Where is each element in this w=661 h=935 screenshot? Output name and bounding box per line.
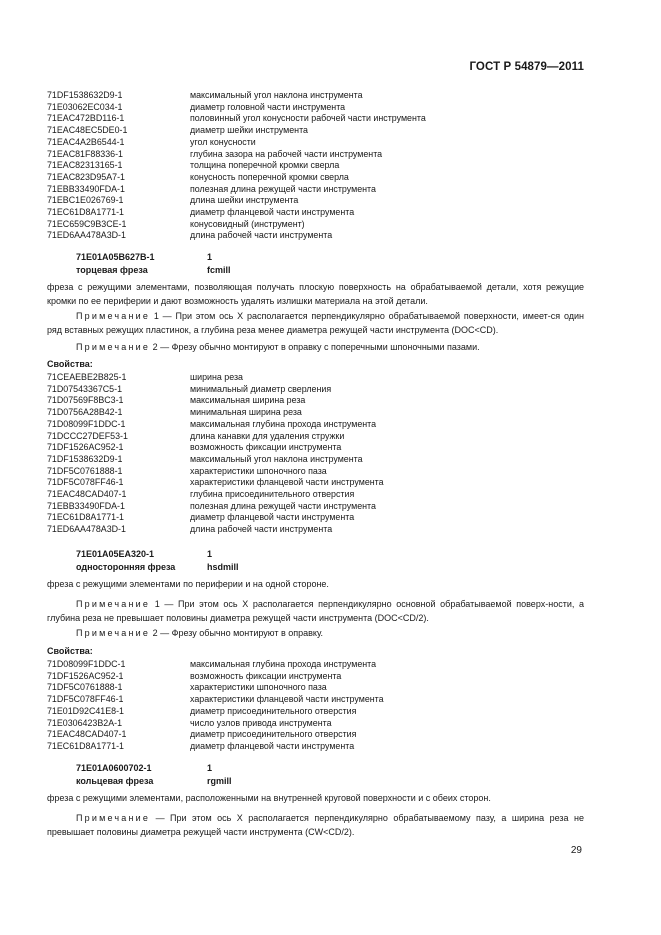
property-code: 71EAC48EC5DE0-1 <box>47 125 128 136</box>
entity-code: 71E01A0600702-1 <box>76 763 152 773</box>
property-description: характеристики шпоночного паза <box>190 682 327 693</box>
property-row <box>47 160 426 172</box>
property-code: 71DF1538632D9-1 <box>47 90 123 100</box>
definition-3: фреза с режущими элементами, расположенными на внутренней круговой поверхности и с обеих сторон. <box>47 793 491 803</box>
property-description: диаметр фланцевой части инструмента <box>190 207 355 218</box>
property-code: 71DF5C0761888-1 <box>47 465 123 476</box>
property-code: 71ED6AA478A3D-1 <box>47 230 126 241</box>
property-code: 71D08099F1DDC-1 <box>47 659 126 669</box>
note-body: 2 — Фрезу обычно монтируют в оправку с поперечными шпоночными пазами. <box>150 342 480 352</box>
property-description: диаметр фланцевой части инструмента <box>190 512 355 523</box>
property-row <box>47 659 384 671</box>
definition-2: фреза с режущими элементами по периферии и на одной стороне. <box>47 579 329 589</box>
entity-ring-mill <box>76 762 232 787</box>
property-row <box>47 466 384 478</box>
entity-ident: fcmill <box>207 264 231 275</box>
property-row <box>47 741 384 753</box>
property-row <box>47 501 384 513</box>
property-description: максимальный угол наклона инструмента <box>190 453 363 464</box>
property-description: диаметр присоединительного отверстия <box>190 729 357 740</box>
property-description: число узлов привода инструмента <box>190 717 332 728</box>
property-row <box>47 207 426 219</box>
property-row <box>47 90 426 102</box>
property-row <box>47 489 384 501</box>
property-row <box>47 512 384 524</box>
property-code: 71DF5C078FF46-1 <box>47 694 124 705</box>
page-number: 29 <box>570 845 582 856</box>
property-code: 71EAC4A2B6544-1 <box>47 136 125 147</box>
property-row <box>47 149 426 161</box>
property-description: толщина поперечной кромки сверла <box>190 160 340 171</box>
property-code: 71EAC48CAD407-1 <box>47 489 127 500</box>
entity-name: односторонняя фреза <box>76 561 176 572</box>
entity-version: 1 <box>207 252 213 262</box>
property-description: полезная длина режущей части инструмента <box>190 500 376 511</box>
note-2-1 <box>47 598 584 625</box>
property-code: 71DCCC27DEF53-1 <box>47 430 128 441</box>
property-code: 71DF5C0761888-1 <box>47 682 123 693</box>
note-body: 2 — Фрезу обычно монтируют в оправку. <box>150 628 324 638</box>
property-description: максимальная ширина реза <box>190 395 306 406</box>
property-code: 71ED6AA478A3D-1 <box>47 524 126 535</box>
property-description: диаметр головной части инструмента <box>190 101 346 112</box>
property-list-1 <box>47 90 426 242</box>
property-description: длина канавки для удаления стружки <box>190 430 345 441</box>
entity-half-side-mill <box>76 548 239 573</box>
property-row <box>47 419 384 431</box>
property-row <box>47 113 426 125</box>
entity-name: кольцевая фреза <box>76 775 154 786</box>
property-code: 71CEAEBE2B825-1 <box>47 372 127 382</box>
property-description: максимальный угол наклона инструмента <box>190 90 363 100</box>
property-row <box>47 729 384 741</box>
property-row <box>47 395 384 407</box>
property-description: длина рабочей части инструмента <box>190 524 333 535</box>
entity-version: 1 <box>207 549 213 559</box>
property-description: возможность фиксации инструмента <box>190 670 342 681</box>
property-description: характеристики шпоночного паза <box>190 465 327 476</box>
property-description: конусность поперечной кромки сверла <box>190 171 349 182</box>
property-code: 71DF1526AC952-1 <box>47 670 124 681</box>
note-label: Примечание <box>76 599 151 609</box>
property-description: половинный угол конусности рабочей части инструмента <box>190 113 426 124</box>
property-code: 71E0306423B2A-1 <box>47 717 123 728</box>
property-code: 71EAC82313165-1 <box>47 160 123 171</box>
property-description: полезная длина режущей части инструмента <box>190 183 376 194</box>
property-row <box>47 372 384 384</box>
property-row <box>47 102 426 114</box>
note-1-2 <box>47 341 584 355</box>
property-description: возможность фиксации инструмента <box>190 442 342 453</box>
property-code: 71DF1538632D9-1 <box>47 453 123 464</box>
note-label: Примечание <box>76 342 151 352</box>
property-row <box>47 230 426 242</box>
property-description: минимальный диаметр сверления <box>190 383 332 394</box>
property-code: 71E01D92C41E8-1 <box>47 705 124 716</box>
property-description: длина шейки инструмента <box>190 195 299 206</box>
property-code: 71EAC81F88336-1 <box>47 148 123 159</box>
property-row <box>47 195 426 207</box>
property-row <box>47 125 426 137</box>
property-description: максимальная глубина прохода инструмента <box>190 659 377 669</box>
note-label: Примечание <box>76 311 151 321</box>
property-description: глубина зазора на рабочей части инструмента <box>190 148 383 159</box>
definition-1: фреза с режущими элементами, позволяющая получать плоскую поверхность на обрабатываемой детали, хотя режущие кромки по ее периферии и дают возможность удалять излишки материала на этой детали. <box>47 282 584 306</box>
property-row <box>47 137 426 149</box>
note-label: Примечание <box>76 813 151 823</box>
property-row <box>47 172 426 184</box>
entity-face-mill <box>76 251 231 276</box>
property-row <box>47 671 384 683</box>
property-row <box>47 477 384 489</box>
property-row <box>47 524 384 536</box>
note-body: 1 — При этом ось X располагается перпендикулярно основной обрабатываемой поверх-ности, а глубина реза не превышает половины диаметра режущей части инструмента (DOC<CD/2). <box>47 599 584 623</box>
entity-version: 1 <box>207 763 213 773</box>
property-code: 71D08099F1DDC-1 <box>47 418 126 429</box>
property-description: диаметр присоединительного отверстия <box>190 705 357 716</box>
property-description: характеристики фланцевой части инструмента <box>190 694 384 705</box>
property-code: 71EC61D8A1771-1 <box>47 207 124 218</box>
property-code: 71D0756A28B42-1 <box>47 407 123 418</box>
property-row <box>47 454 384 466</box>
property-code: 71D07569F8BC3-1 <box>47 395 124 406</box>
property-row <box>47 184 426 196</box>
entity-ident: hsdmill <box>207 561 239 572</box>
property-row <box>47 431 384 443</box>
property-code: 71DF5C078FF46-1 <box>47 477 124 488</box>
property-row <box>47 694 384 706</box>
property-description: ширина реза <box>190 372 243 382</box>
property-row <box>47 384 384 396</box>
properties-title-2: Свойства: <box>47 646 93 656</box>
property-description: максимальная глубина прохода инструмента <box>190 418 377 429</box>
property-code: 71E03062EC034-1 <box>47 101 123 112</box>
property-code: 71EC659C9B3CE-1 <box>47 218 127 229</box>
property-description: глубина присоединительного отверстия <box>190 489 355 500</box>
property-code: 71D07543367C5-1 <box>47 383 123 394</box>
entity-ident: rgmill <box>207 775 232 786</box>
property-description: характеристики фланцевой части инструмента <box>190 477 384 488</box>
property-row <box>47 442 384 454</box>
note-3 <box>47 812 584 839</box>
property-row <box>47 682 384 694</box>
note-body: 1 — При этом ось X располагается перпендикулярно обрабатываемой поверхности, имеет-ся один ряд вставных режущих пластинок, а глубина реза менее диаметра режущей части инструмента (DOC<CD). <box>47 311 584 335</box>
property-description: угол конусности <box>190 136 256 147</box>
property-description: конусовидный (инструмент) <box>190 218 305 229</box>
property-description: диаметр шейки инструмента <box>190 125 308 136</box>
property-code: 71EAC472BD116-1 <box>47 113 125 124</box>
property-row <box>47 706 384 718</box>
standard-header: ГОСТ Р 54879—2011 <box>469 61 584 73</box>
property-row <box>47 718 384 730</box>
property-code: 71EAC48CAD407-1 <box>47 729 127 740</box>
note-1-1 <box>47 310 584 337</box>
property-row <box>47 407 384 419</box>
property-code: 71EAC823D95A7-1 <box>47 171 125 182</box>
property-code: 71EBC1E026769-1 <box>47 195 124 206</box>
property-list-3 <box>47 659 384 753</box>
entity-name: торцевая фреза <box>76 264 148 275</box>
property-code: 71EC61D8A1771-1 <box>47 512 124 523</box>
note-body: — При этом ось X располагается перпендикулярно обрабатываемому пазу, а ширина реза не превышает половины диаметра режущей части инструмента (CW<CD/2). <box>47 813 584 837</box>
property-description: диаметр фланцевой части инструмента <box>190 740 355 751</box>
property-description: минимальная ширина реза <box>190 407 302 418</box>
property-code: 71EC61D8A1771-1 <box>47 740 124 751</box>
note-label: Примечание <box>76 628 151 638</box>
entity-code: 71E01A05EA320-1 <box>76 549 155 559</box>
property-list-2 <box>47 372 384 536</box>
note-2-2 <box>47 627 584 641</box>
property-code: 71EBB33490FDA-1 <box>47 183 125 194</box>
entity-code: 71E01A05B627B-1 <box>76 252 155 262</box>
property-code: 71DF1526AC952-1 <box>47 442 124 453</box>
property-description: длина рабочей части инструмента <box>190 230 333 241</box>
property-code: 71EBB33490FDA-1 <box>47 500 125 511</box>
properties-title-1: Свойства: <box>47 359 93 369</box>
property-row <box>47 219 426 231</box>
